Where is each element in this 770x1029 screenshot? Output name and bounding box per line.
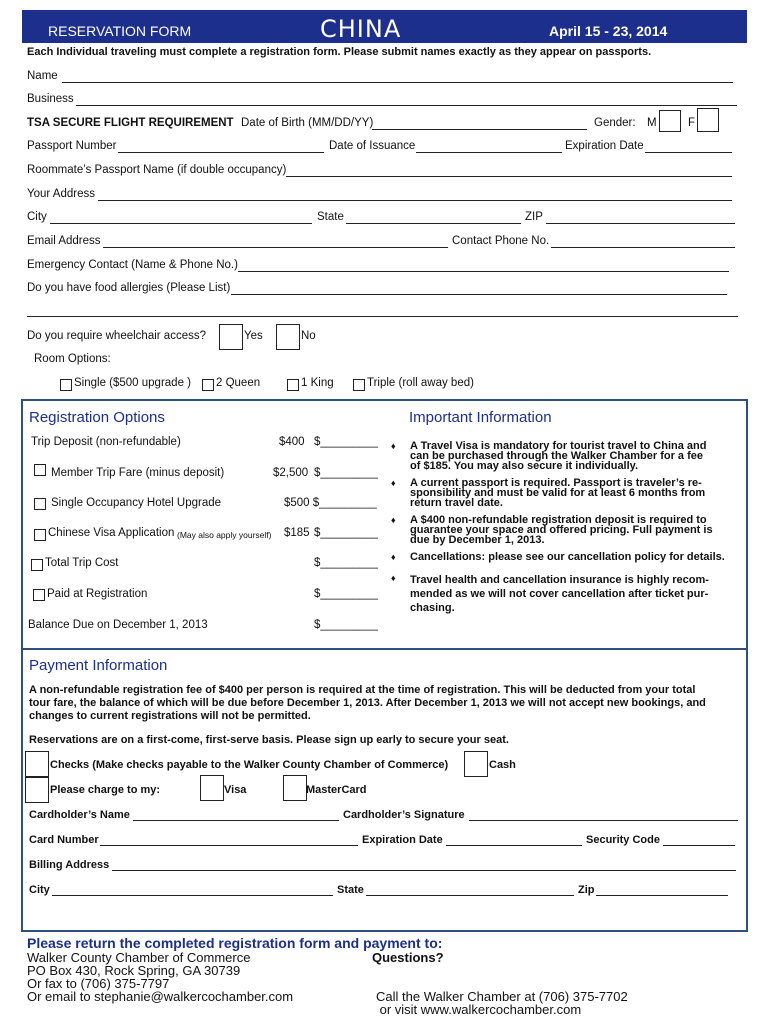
- allergies-field[interactable]: [231, 294, 727, 295]
- cash-label: Cash: [489, 759, 516, 771]
- reg-paid-amount[interactable]: $_________: [314, 588, 378, 600]
- reg-total-label: Total Trip Cost: [45, 557, 119, 569]
- cardholder-signature-field[interactable]: [469, 820, 738, 821]
- gender-label: Gender:: [594, 117, 636, 129]
- card-expiration-label: Expiration Date: [362, 834, 443, 846]
- dob-field[interactable]: [372, 129, 587, 130]
- registration-title: Registration Options: [29, 409, 165, 426]
- charge-label: Please charge to my:: [50, 784, 161, 796]
- billing-address-field[interactable]: [112, 870, 736, 871]
- reg-single-label: Single Occupancy Hotel Upgrade: [51, 497, 222, 509]
- zip-label: ZIP: [525, 211, 543, 223]
- reg-member-amount[interactable]: $_________: [314, 467, 378, 479]
- billing-address-label: Billing Address: [29, 859, 110, 871]
- reg-single-amount[interactable]: $500 $_________: [284, 497, 377, 509]
- room-king-label: 1 King: [301, 377, 334, 389]
- reg-visa-price: $185: [284, 527, 310, 539]
- info-item-visa: A Travel Visa is mandatory for tourist travel to China and can be purchased through the Walker Chamber for a fee of $185. You may also secure it individually.: [410, 440, 707, 472]
- payment-policy-text: A non-refundable registration fee of $400 per person is required at the time of registration. This will be deducted from your total tour fare, the balance of which will be due before December 1, 2013. After December 1, 2013 we will not accept new bookings, and changes to current registrations will not be permitted.: [29, 684, 706, 722]
- expiration-label: Expiration Date: [565, 140, 644, 152]
- return-heading: Please return the completed registration form and payment to:: [27, 935, 443, 951]
- billing-zip-label: Zip: [578, 884, 595, 896]
- info-item-insurance: Travel health and cancellation insurance is highly recom- mended as we will not cover cancellation after ticket pur- chasing.: [410, 574, 709, 614]
- issuance-field[interactable]: [416, 152, 562, 153]
- reg-balance-amount[interactable]: $_________: [314, 619, 378, 631]
- bullet-diamond-icon: ♦: [391, 441, 396, 451]
- billing-city-label: City: [29, 884, 50, 896]
- room-single-label: Single ($500 upgrade ): [74, 377, 191, 389]
- allergies-label: Do you have food allergies (Please List): [27, 282, 231, 294]
- card-expiration-field[interactable]: [446, 845, 582, 846]
- bullet-diamond-icon: ♦: [391, 478, 396, 488]
- billing-state-label: State: [337, 884, 364, 896]
- room-queen-label: 2 Queen: [216, 377, 261, 389]
- passport-label: Passport Number: [27, 140, 117, 152]
- reg-single-checkbox[interactable]: [34, 498, 46, 510]
- business-label: Business: [27, 93, 74, 105]
- mastercard-label: MasterCard: [306, 784, 367, 796]
- bullet-diamond-icon: ♦: [391, 552, 396, 562]
- zip-field[interactable]: [546, 223, 735, 224]
- security-code-field[interactable]: [663, 845, 735, 846]
- cash-checkbox[interactable]: [464, 751, 488, 777]
- expiration-field[interactable]: [645, 152, 732, 153]
- wheelchair-label: Do you require wheelchair access?: [27, 330, 206, 342]
- reg-visa-label: Chinese Visa Application: [48, 527, 175, 539]
- gender-f-checkbox[interactable]: [697, 108, 719, 132]
- reg-member-checkbox[interactable]: [34, 464, 46, 476]
- tsa-label: TSA SECURE FLIGHT REQUIREMENT: [27, 117, 234, 129]
- destination-title: CHINA: [320, 15, 402, 43]
- questions-contact: Call the Walker Chamber at (706) 375-7702 or visit www.walkercochamber.com: [376, 989, 628, 1017]
- bullet-diamond-icon: ♦: [391, 515, 396, 525]
- important-title: Important Information: [409, 409, 552, 426]
- reg-deposit-label: Trip Deposit (non-refundable): [31, 436, 181, 448]
- cardholder-name-field[interactable]: [133, 820, 339, 821]
- state-field[interactable]: [346, 223, 521, 224]
- reg-deposit-price: $400: [279, 436, 305, 448]
- dob-label: Date of Birth (MM/DD/YY): [241, 117, 374, 129]
- room-single-checkbox[interactable]: [60, 379, 72, 391]
- wheelchair-no-checkbox[interactable]: [276, 324, 300, 350]
- reg-deposit-amount[interactable]: $_________: [314, 436, 378, 448]
- city-field[interactable]: [50, 223, 312, 224]
- reg-balance-label: Balance Due on December 1, 2013: [28, 619, 208, 631]
- reg-paid-label: Paid at Registration: [47, 588, 148, 600]
- business-field[interactable]: [76, 105, 737, 106]
- room-queen-checkbox[interactable]: [202, 379, 214, 391]
- bullet-diamond-icon: ♦: [391, 573, 396, 583]
- gender-m-label: M: [647, 117, 657, 129]
- visa-label: Visa: [224, 784, 247, 796]
- gender-f-label: F: [688, 117, 696, 129]
- room-triple-checkbox[interactable]: [353, 379, 365, 391]
- info-item-passport: A current passport is required. Passport is traveler’s re- sponsibility and must be valid for at least 6 months from return travel date.: [410, 477, 706, 509]
- reg-visa-amount[interactable]: $_________: [314, 527, 378, 539]
- phone-field[interactable]: [551, 247, 735, 248]
- questions-heading: Questions?: [372, 950, 444, 965]
- passport-field[interactable]: [118, 152, 324, 153]
- form-title: RESERVATION FORM: [48, 23, 192, 39]
- reg-total-checkbox[interactable]: [31, 559, 43, 571]
- intro-text: Each Individual traveling must complete a registration form. Please submit names exactly as they appear on passports.: [27, 46, 652, 58]
- card-number-field[interactable]: [100, 845, 358, 846]
- cardholder-name-label: Cardholder’s Name: [29, 809, 130, 821]
- room-options-label: Room Options:: [34, 353, 111, 365]
- return-address: Walker County Chamber of Commerce PO Box 430, Rock Spring, GA 30739 Or fax to (706) 375-7797 Or email to stephanie@walkercochamber.com: [27, 950, 294, 1004]
- allergies-field-line-2[interactable]: [27, 316, 738, 317]
- info-item-cancellations: Cancellations: please see our cancellation policy for details.: [410, 551, 725, 563]
- security-code-label: Security Code: [586, 834, 660, 846]
- visa-checkbox[interactable]: [200, 775, 224, 801]
- address-field[interactable]: [98, 200, 732, 201]
- room-triple-label: Triple (roll away bed): [367, 377, 474, 389]
- billing-city-field[interactable]: [52, 895, 333, 896]
- checks-checkbox[interactable]: [25, 751, 49, 777]
- header-banner: [22, 10, 747, 43]
- reservation-note: Reservations are on a first-come, first-serve basis. Please sign up early to secure your seat.: [29, 734, 509, 746]
- billing-state-field[interactable]: [366, 895, 574, 896]
- trip-dates: April 15 - 23, 2014: [549, 23, 668, 39]
- charge-checkbox[interactable]: [25, 777, 49, 803]
- wheelchair-yes-label: Yes: [244, 330, 263, 342]
- name-label: Name: [27, 70, 58, 82]
- cardholder-signature-label: Cardholder’s Signature: [343, 809, 465, 821]
- gender-m-checkbox[interactable]: [659, 110, 681, 132]
- state-label: State: [317, 211, 344, 223]
- card-number-label: Card Number: [29, 834, 99, 846]
- reg-visa-note: (May also apply yourself): [177, 530, 272, 540]
- name-field[interactable]: [62, 82, 733, 83]
- reg-member-label: Member Trip Fare (minus deposit): [51, 467, 225, 479]
- phone-label: Contact Phone No.: [452, 235, 550, 247]
- email-field[interactable]: [103, 247, 448, 248]
- wheelchair-no-label: No: [301, 330, 316, 342]
- emergency-field[interactable]: [238, 271, 729, 272]
- checks-label: Checks (Make checks payable to the Walker County Chamber of Commerce): [50, 759, 449, 771]
- billing-zip-field[interactable]: [596, 895, 728, 896]
- reg-paid-checkbox[interactable]: [33, 589, 45, 601]
- issuance-label: Date of Issuance: [329, 140, 416, 152]
- city-label: City: [27, 211, 47, 223]
- wheelchair-yes-checkbox[interactable]: [219, 324, 243, 350]
- room-king-checkbox[interactable]: [287, 379, 299, 391]
- email-label: Email Address: [27, 235, 101, 247]
- mastercard-checkbox[interactable]: [283, 775, 307, 801]
- reg-total-amount[interactable]: $_________: [314, 557, 378, 569]
- payment-title: Payment Information: [29, 657, 168, 674]
- reg-visa-checkbox[interactable]: [34, 529, 46, 541]
- roommate-field[interactable]: [286, 176, 732, 177]
- reg-member-price: $2,500: [273, 467, 309, 479]
- roommate-label: Roommate’s Passport Name (if double occupancy): [27, 164, 287, 176]
- info-item-deposit: A $400 non-refundable registration deposit is required to guarantee your space and offered pricing. Full payment is due by December 1, 2013.: [410, 514, 713, 546]
- emergency-label: Emergency Contact (Name & Phone No.): [27, 259, 238, 271]
- address-label: Your Address: [27, 188, 95, 200]
